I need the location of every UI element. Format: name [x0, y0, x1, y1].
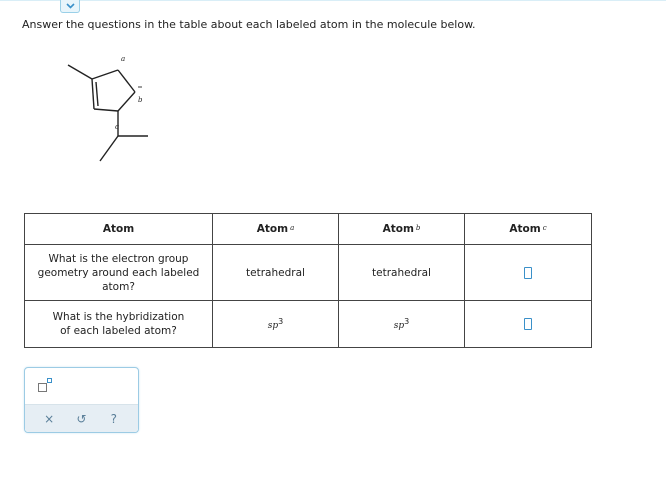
superscript-icon[interactable]	[37, 377, 53, 393]
atom-label-b: b	[138, 96, 143, 104]
bond-ca-cb	[118, 70, 135, 92]
table-header-row	[25, 214, 592, 245]
table-row-hybridization	[25, 301, 592, 348]
header-atom-b-text: Atom	[382, 223, 414, 235]
header-atom-a-text: Atom	[256, 223, 289, 235]
question-hybridization-line2: of each labeled atom?	[60, 325, 177, 337]
hybridization-atom-c-input[interactable]	[524, 318, 532, 330]
header-atom-a	[213, 214, 339, 245]
table-row-geometry	[25, 245, 592, 301]
question-geometry	[25, 245, 213, 301]
header-atom-c-label: c	[542, 224, 547, 232]
header-atom-c-text: Atom	[509, 223, 541, 235]
hybridization-a-base: sp	[267, 321, 279, 331]
isopropyl-bond-1	[100, 136, 118, 161]
question-geometry-line1: What is the electron group	[48, 252, 189, 265]
question-geometry-line2: geometry around each labeled	[37, 266, 200, 279]
tool-panel-actions	[25, 404, 138, 432]
undo-button[interactable]: ↺	[76, 411, 87, 426]
answer-tool-panel	[24, 367, 139, 433]
hybridization-a-sup: 3	[278, 317, 284, 326]
geometry-atom-c-input[interactable]	[524, 267, 532, 279]
geometry-atom-c-cell	[465, 245, 592, 301]
hybridization-atom-b	[339, 301, 465, 348]
bond-c5-c1	[92, 79, 94, 109]
collapse-toggle[interactable]	[60, 0, 80, 13]
header-atom-b-label: b	[415, 224, 421, 232]
header-atom-a-label: a	[290, 224, 295, 232]
top-border-line	[0, 0, 666, 1]
molecule-structure	[60, 48, 180, 168]
hybridization-atom-a	[213, 301, 339, 348]
geometry-atom-b: tetrahedral	[339, 245, 465, 301]
question-hybridization-line1: What is the hybridization	[52, 311, 185, 323]
header-atom: Atom	[25, 214, 213, 245]
question-hybridization	[25, 301, 213, 348]
bond-cc-c5	[94, 109, 118, 111]
instruction-text: Answer the questions in the table about each labeled atom in the molecule below.	[22, 18, 476, 31]
atom-label-a: a	[121, 55, 126, 63]
help-button[interactable]: ?	[110, 411, 117, 426]
header-atom-b	[339, 214, 465, 245]
atom-label-c: c	[115, 123, 119, 131]
bond-c1-ca	[92, 70, 118, 79]
double-bond-inner	[96, 82, 98, 106]
hybridization-b-sup: 3	[404, 317, 410, 326]
header-atom-c	[465, 214, 592, 245]
methyl-bond	[68, 65, 92, 79]
question-geometry-line3: atom?	[102, 280, 135, 293]
atom-question-table	[24, 213, 592, 348]
geometry-atom-a: tetrahedral	[213, 245, 339, 301]
tool-panel-top	[25, 368, 138, 404]
hybridization-atom-c-cell	[465, 301, 592, 348]
chevron-down-icon	[66, 3, 75, 9]
hybridization-b-base: sp	[393, 321, 405, 331]
bond-cb-cc	[118, 92, 135, 111]
clear-button[interactable]: ×	[44, 411, 55, 426]
